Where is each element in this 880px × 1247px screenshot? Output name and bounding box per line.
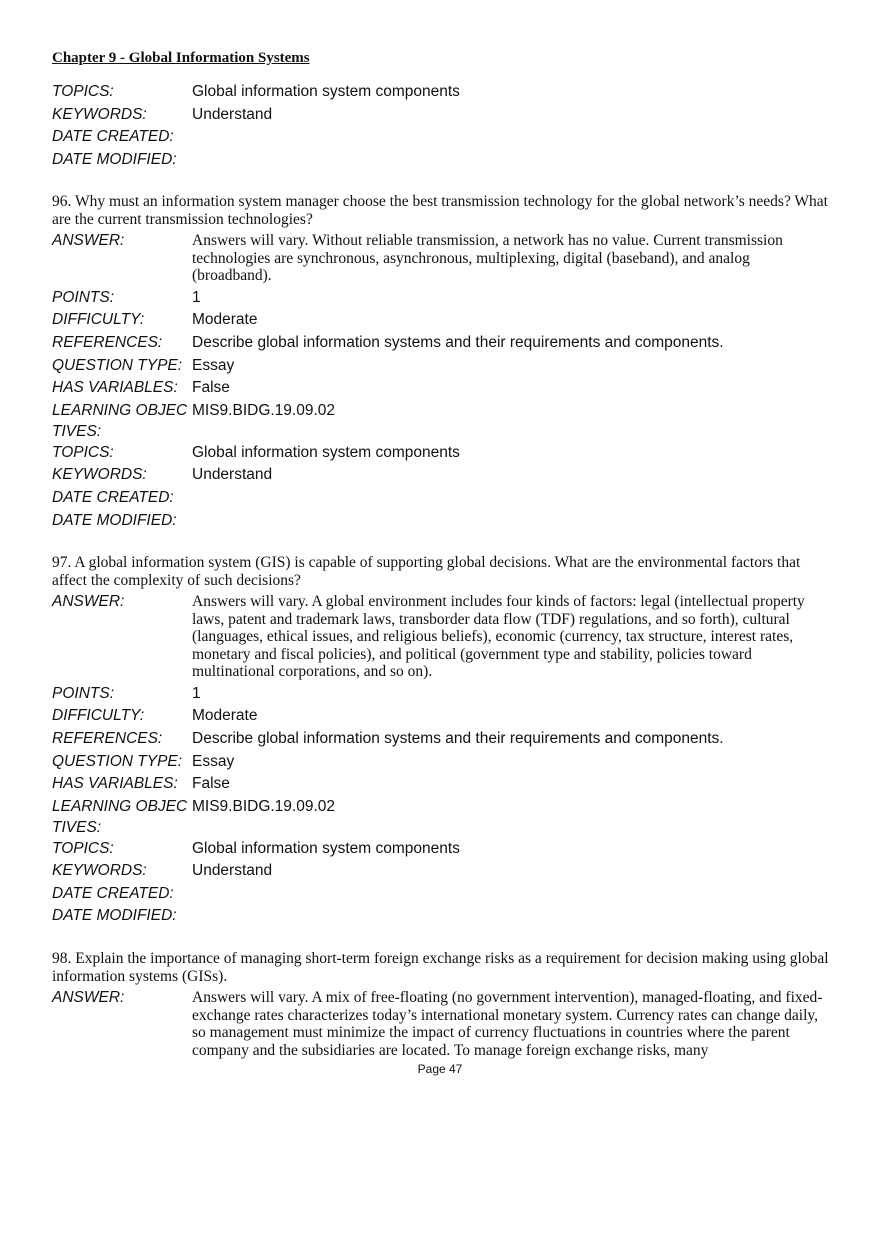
value-has-variables: False	[192, 379, 230, 397]
label-difficulty: DIFFICULTY:	[52, 311, 145, 329]
label-date-modified: DATE MODIFIED:	[52, 907, 177, 925]
label-topics: TOPICS:	[52, 839, 114, 857]
label-keywords: KEYWORDS:	[52, 862, 147, 880]
value-topics: Global information system components	[192, 83, 460, 100]
topics-row-96	[52, 442, 832, 465]
meta-row-topics	[52, 81, 832, 104]
has-variables-row-97	[52, 773, 832, 796]
date-created-row-97	[52, 883, 832, 906]
label-date-modified: DATE MODIFIED:	[52, 511, 177, 529]
label-date-modified: DATE MODIFIED:	[52, 150, 177, 168]
label-question-type: QUESTION TYPE:	[52, 356, 183, 374]
value-keywords: Understand	[192, 862, 273, 880]
question-96: 96. Why must an information system manager choose the best transmission technology for the global network’s needs? What are the current transmission technologies?	[52, 193, 828, 228]
label-learning-objectives: LEARNING OBJECTIVES:	[52, 401, 188, 440]
label-references: REFERENCES:	[52, 334, 163, 352]
references-row-96	[52, 332, 832, 355]
label-has-variables: HAS VARIABLES:	[52, 379, 178, 397]
difficulty-row-96	[52, 309, 832, 332]
label-date-created: DATE CREATED:	[52, 128, 174, 146]
label-keywords: KEYWORDS:	[52, 466, 147, 484]
label-answer: ANSWER:	[52, 989, 125, 1007]
question-97: 97. A global information system (GIS) is capable of supporting global decisions. What are the environmental factors that affect the complexity of such decisions?	[52, 554, 801, 589]
value-topics: Global information system components	[192, 839, 460, 857]
label-answer: ANSWER:	[52, 593, 125, 611]
value-question-type: Essay	[192, 356, 235, 374]
label-points: POINTS:	[52, 288, 115, 306]
value-references: Describe global information systems and their requirements and components.	[192, 729, 724, 747]
date-created-row-96	[52, 487, 832, 510]
value-references: Describe global information systems and their requirements and components.	[192, 334, 724, 352]
topics-row-97	[52, 838, 832, 861]
label-points: POINTS:	[52, 684, 115, 702]
answer-row-97	[52, 591, 832, 681]
references-row-97	[52, 728, 832, 751]
date-modified-row-97	[52, 905, 832, 928]
label-topics: TOPICS:	[52, 443, 114, 461]
value-question-type: Essay	[192, 752, 235, 770]
value-has-variables: False	[192, 775, 230, 793]
meta-row-date-created	[52, 126, 832, 149]
learning-objectives-row-97	[52, 796, 832, 838]
answer-row-98	[52, 987, 832, 1059]
has-variables-row-96	[52, 377, 832, 400]
label-date-created: DATE CREATED:	[52, 489, 174, 507]
answer-text-96: Answers will vary. Without reliable transmission, a network has no value. Current transmission technologies are synchronous, asynchronous, multiplexing, digital (baseband), and analog (broadband).	[192, 232, 783, 285]
meta-row-date-modified	[52, 149, 832, 172]
label-references: REFERENCES:	[52, 729, 163, 747]
meta-row-keywords	[52, 104, 832, 127]
label-difficulty: DIFFICULTY:	[52, 707, 145, 725]
chapter-title: Chapter 9 - Global Information Systems	[52, 50, 310, 66]
label-answer: ANSWER:	[52, 232, 125, 250]
value-keywords: Understand	[192, 105, 273, 123]
value-points: 1	[192, 684, 201, 702]
label-topics: TOPICS:	[52, 83, 114, 100]
answer-text-98: Answers will vary. A mix of free-floating (no government intervention), managed-floating, and fixed-exchange rates characterizes today’s international monetary system. Currency rates can change daily, so management must minimize the impact of currency fluctuations in countries where the parent company and the subsidiaries are located. To manage foreign exchange risks, many	[192, 989, 823, 1059]
value-learning-objectives: MIS9.BIDG.19.09.02	[192, 401, 336, 419]
value-difficulty: Moderate	[192, 707, 258, 725]
label-learning-objectives: LEARNING OBJECTIVES:	[52, 797, 188, 836]
learning-objectives-row-96	[52, 400, 832, 442]
answer-text-97: Answers will vary. A global environment includes four kinds of factors: legal (intellectual property laws, patent and trademark laws, transborder data flow (TDF) regulations, and so forth), cultural (languages, ethical issues, and religious beliefs), economic (currency, tax structure, interest rates, monetary and fiscal policies), and political (government type and stability, policies toward multinational corporations, and so on).	[192, 593, 805, 681]
date-modified-row-96	[52, 510, 832, 533]
question-type-row-97	[52, 751, 832, 774]
value-points: 1	[192, 288, 201, 306]
difficulty-row-97	[52, 705, 832, 728]
document-page	[52, 50, 832, 1061]
points-row-97	[52, 683, 832, 706]
keywords-row-96	[52, 464, 832, 487]
label-question-type: QUESTION TYPE:	[52, 752, 183, 770]
keywords-row-97	[52, 860, 832, 883]
label-date-created: DATE CREATED:	[52, 884, 174, 902]
points-row-96	[52, 287, 832, 310]
value-keywords: Understand	[192, 466, 273, 484]
value-difficulty: Moderate	[192, 311, 258, 329]
label-keywords: KEYWORDS:	[52, 105, 147, 123]
answer-row-96	[52, 230, 832, 285]
question-98: 98. Explain the importance of managing short-term foreign exchange risks as a requirement for decision making using global information systems (GISs).	[52, 950, 829, 985]
value-learning-objectives: MIS9.BIDG.19.09.02	[192, 797, 336, 815]
question-type-row-96	[52, 355, 832, 378]
page-number: Page 47	[417, 1062, 463, 1076]
label-has-variables: HAS VARIABLES:	[52, 775, 178, 793]
value-topics: Global information system components	[192, 443, 460, 461]
